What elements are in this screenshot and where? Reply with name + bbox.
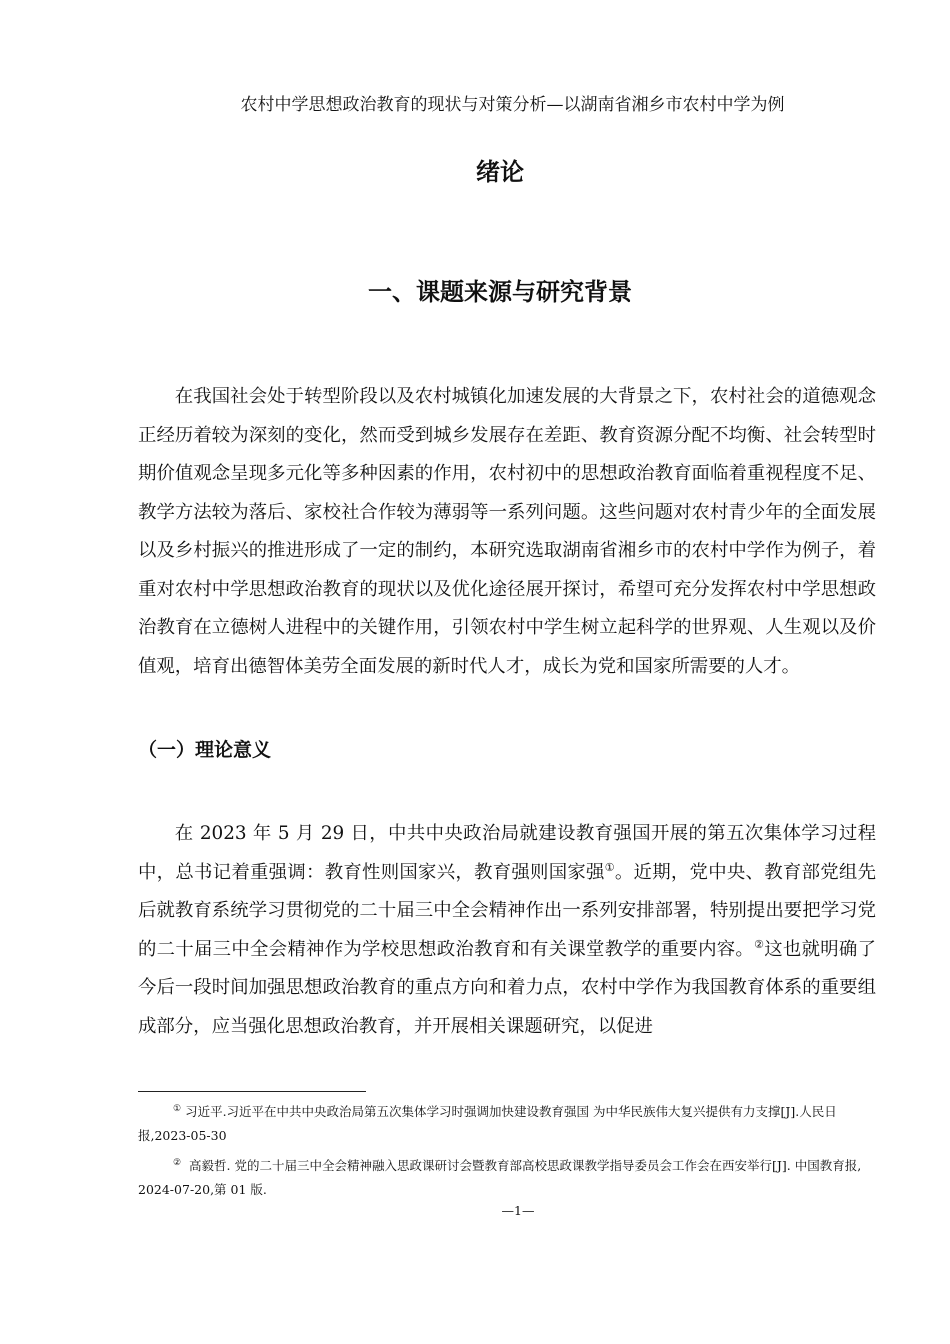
subsection-title: （一）理论意义 [138, 739, 272, 761]
chapter-title: 绪论 [476, 158, 524, 186]
footnote-ref-2[interactable]: ② [754, 937, 765, 951]
footnote-divider [138, 1091, 366, 1092]
body-paragraph-1: 在我国社会处于转型阶段以及农村城镇化加速发展的大背景之下，农村社会的道德观念正经历着较为深刻的变化，然而受到城乡发展存在差距、教育资源分配不均衡、社会转型时期价值观念呈现多元化等多种因素的作用，农村初中的思想政治教育面临着重视程度不足、教学方法较为落后、家校社合作较为薄弱等一系列问题。这些问题对农村青少年的全面发展以及乡村振兴的推进形成了一定的制约，本研究选取湖南省湘乡市的农村中学作为例子，着重对农村中学思想政治教育的现状以及优化途径展开探讨，希望可充分发挥农村中学思想政治教育在立德树人进程中的关键作用，引领农村中学生树立起科学的世界观、人生观以及价值观，培育出德智体美劳全面发展的新时代人才，成长为党和国家所需要的人才。 [138, 386, 876, 677]
footnote-1 [138, 1100, 873, 1148]
running-header: 农村中学思想政治教育的现状与对策分析—以湖南省湘乡市农村中学为例 [240, 95, 785, 115]
body-paragraph-2 [138, 815, 876, 1046]
footnote-2-mark: ② [173, 1157, 182, 1168]
paragraph-2-text-c: 这也就明确了今后一段时间加强思想政治教育的重点方向和着力点，农村中学作为我国教育体系的重要组成部分，应当强化思想政治教育，并开展相关课题研究，以促进 [138, 938, 876, 1037]
paragraph-2-text-a: 在 2023 年 5 月 29 日，中共中央政治局就建设教育强国开展的第五次集体学习过程中，总书记着重强调：教育性则国家兴，教育强则国家强 [138, 823, 876, 883]
footnote-1-text: 习近平.习近平在中共中央政治局第五次集体学习时强调加快建设教育强国 为中华民族伟大复兴提供有力支撑[J].人民日报,2023-05-30 [138, 1104, 837, 1143]
section-title: 一、课题来源与研究背景 [368, 278, 632, 306]
footnote-1-mark: ① [173, 1103, 182, 1114]
footnote-ref-1[interactable]: ① [604, 860, 615, 874]
footnote-2-text: 高毅哲. 党的二十届三中全会精神融入思政课研讨会暨教育部高校思政课教学指导委员会工作会在西安举行[J]. 中国教育报, 2024-07-20,第 01 版. [138, 1158, 862, 1197]
footnote-2 [138, 1154, 873, 1202]
paragraph-2-text-b: 。近期，党中央、教育部党组先后就教育系统学习贯彻党的二十届三中全会精神作出一系列安排部署，特别提出要把学习党的二十届三中全会精神作为学校思想政治教育和有关课堂教学的重要内容。 [138, 861, 876, 960]
page-number: —1— [501, 1203, 535, 1218]
